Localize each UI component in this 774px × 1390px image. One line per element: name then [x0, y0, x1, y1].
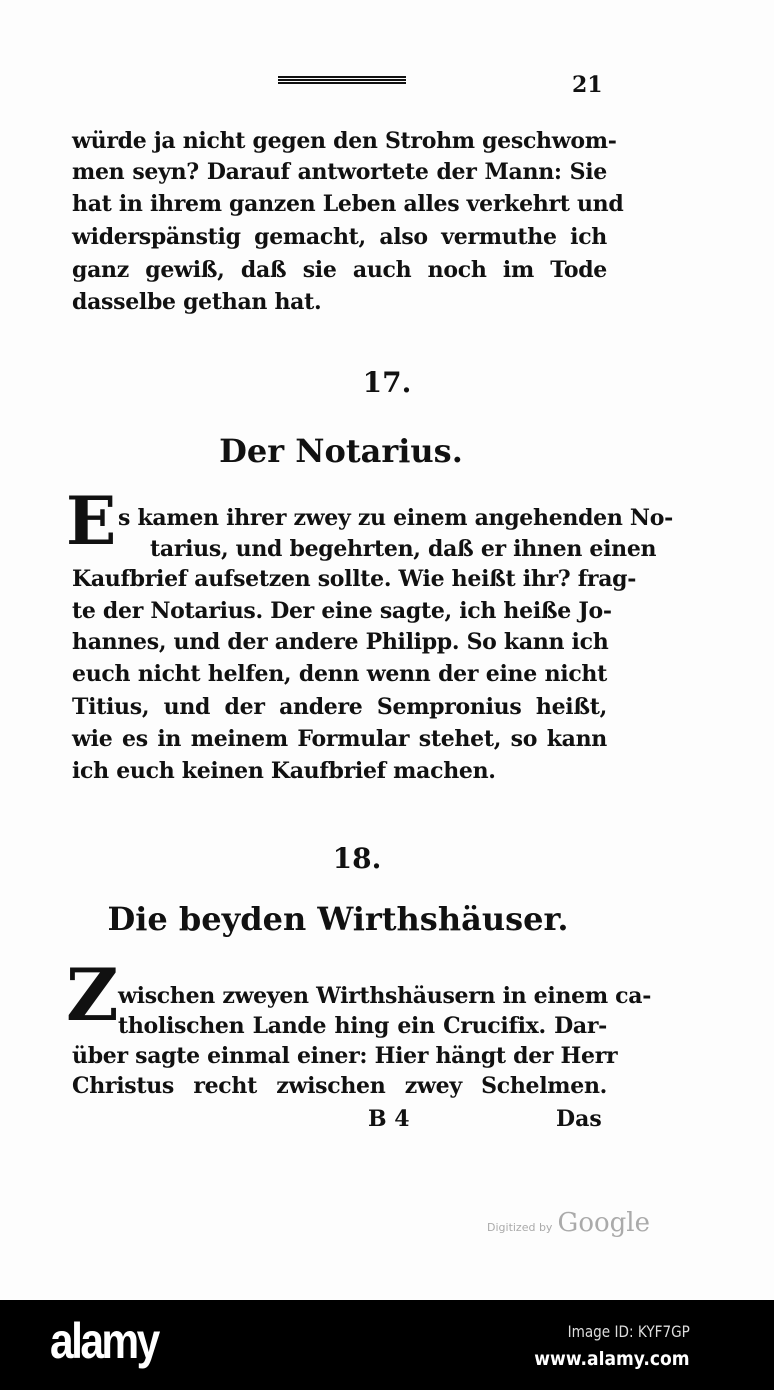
watermark-prefix: Digitized by	[487, 1221, 553, 1234]
section-number: 17.	[362, 366, 412, 399]
text-line: ich euch keinen Kaufbrief machen.	[72, 758, 496, 784]
text-line: über sagte einmal einer: Hier hängt der Herr	[72, 1043, 618, 1069]
site-url: www.alamy.com	[534, 1348, 690, 1370]
header-rule	[278, 76, 406, 84]
stock-footer-bar	[0, 1300, 774, 1390]
text-line: s kamen ihrer zwey zu einem angehenden No-	[118, 505, 673, 531]
section-title: Der Notarius.	[219, 432, 463, 470]
text-line: hannes, und der andere Philipp. So kann ich	[72, 629, 609, 655]
text-line: tarius, und begehrten, daß er ihnen einen	[150, 536, 657, 562]
text-line: ganz gewiß, daß sie auch noch im Tode	[72, 257, 607, 283]
section-title: Die beyden Wirthshäuser.	[107, 900, 569, 938]
text-line: wischen zweyen Wirthshäusern in einem ca-	[118, 983, 652, 1009]
text-line: widerspänstig gemacht, also vermuthe ich	[72, 224, 607, 250]
text-line: Kaufbrief aufsetzen sollte. Wie heißt ihr? frag-	[72, 566, 637, 592]
text-line: te der Notarius. Der eine sagte, ich heiße Jo-	[72, 598, 612, 624]
drop-cap: Z	[66, 952, 119, 1037]
text-line: würde ja nicht gegen den Strohm geschwom-	[72, 128, 617, 154]
text-line: dasselbe gethan hat.	[72, 289, 322, 315]
catchword: Das	[556, 1106, 602, 1132]
signature-mark: B 4	[368, 1106, 410, 1132]
section-number: 18.	[332, 842, 382, 875]
digitized-watermark	[487, 1208, 650, 1238]
text-line: hat in ihrem ganzen Leben alles verkehrt und	[72, 191, 624, 217]
text-line: men seyn? Darauf antwortete der Mann: Sie	[72, 159, 607, 185]
drop-cap: E	[66, 482, 117, 560]
text-line: tholischen Lande hing ein Crucifix. Dar-	[118, 1013, 607, 1039]
image-id: Image ID: KYF7GP	[567, 1322, 690, 1341]
text-line: wie es in meinem Formular stehet, so kann	[72, 726, 607, 752]
text-line: euch nicht helfen, denn wenn der eine nicht	[72, 661, 607, 687]
text-line: Christus recht zwischen zwey Schelmen.	[72, 1073, 607, 1099]
alamy-logo: alamy	[50, 1313, 158, 1369]
text-line: Titius, und der andere Sempronius heißt,	[72, 694, 607, 720]
google-logo: Google	[557, 1208, 650, 1238]
page-number: 21	[572, 72, 603, 98]
